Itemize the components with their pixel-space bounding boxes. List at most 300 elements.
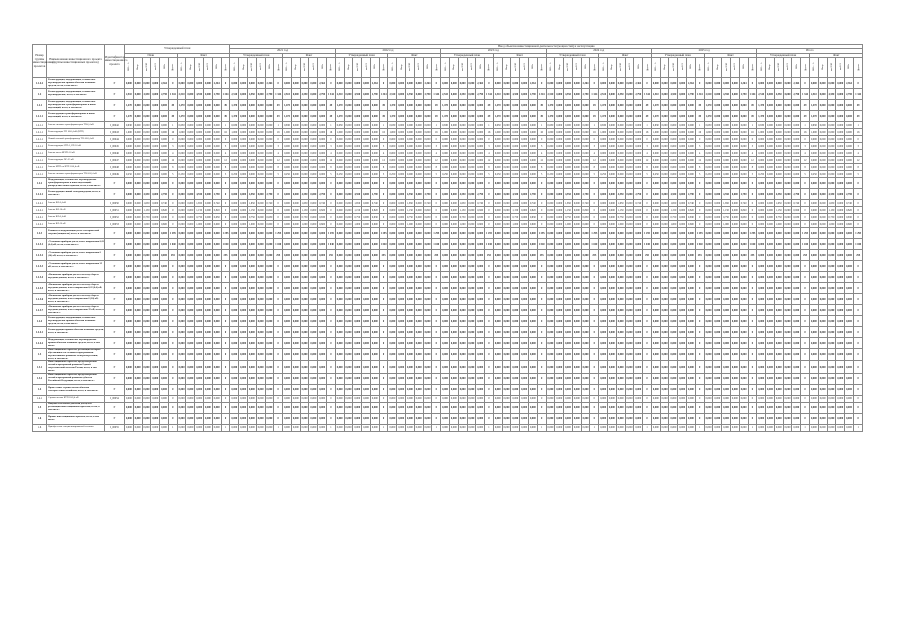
header-subcol [274, 58, 283, 78]
row-value: 0,000 [476, 228, 485, 239]
row-value: 0,000 [730, 361, 739, 373]
row-value: 0,000 [809, 261, 818, 272]
row-value: 12 [221, 157, 230, 164]
row-project-name: Реконструкция ПС-35 кВ [47, 157, 105, 164]
row-value: 0,250 [389, 172, 396, 176]
row-value: 12 [168, 157, 177, 164]
row-value: 0,000 [493, 261, 502, 272]
row-value: 0,000 [125, 402, 134, 413]
row-value: 0,820 [635, 208, 642, 212]
row-value: 1 344 [853, 89, 863, 100]
row-value: 0,000 [774, 178, 783, 189]
row-value: 0 [801, 261, 810, 272]
row-value: 0,000 [459, 426, 466, 430]
row-value: 0,000 [353, 261, 362, 272]
row-value: 0,000 [291, 327, 300, 338]
row-value: 0,000 [310, 397, 317, 401]
row-value: 0,000 [467, 89, 476, 100]
row-value: 0,000 [722, 402, 731, 413]
row-value: 0,000 [783, 402, 792, 413]
row-value: 0 [379, 221, 388, 228]
row-value: 0,000 [661, 165, 668, 169]
row-value: 1,650 [565, 201, 571, 205]
row-value: 0,000 [502, 261, 511, 272]
row-value: 0 [432, 200, 441, 207]
row-value: 0,820 [319, 208, 326, 212]
row-value: 0,000 [160, 349, 169, 361]
row-value: 0,000 [177, 283, 186, 294]
row-value: 1 [590, 424, 599, 431]
row-value: 0,000 [186, 413, 195, 424]
row-value: 0 [168, 78, 177, 89]
row-value: 0,000 [608, 239, 617, 250]
header-subcol [221, 58, 230, 78]
row-value: 2,790 [476, 189, 485, 200]
row-value: 0,000 [336, 137, 343, 141]
header-subcol-label: Мвар [768, 64, 772, 70]
row-value: 0,000 [370, 272, 379, 283]
header-subcol [423, 58, 432, 78]
row-value: 0,000 [371, 137, 378, 141]
row-value: 4,550 [669, 189, 678, 200]
row-value: 0,000 [608, 201, 615, 205]
row-value: 0,000 [178, 222, 185, 226]
row-value: 1 344 [432, 89, 441, 100]
row-value: 0,000 [257, 208, 264, 212]
row-value: 0,000 [414, 239, 423, 250]
row-value: 0 [168, 272, 177, 283]
row-value: 0,750 [196, 215, 203, 219]
row-value: 0,000 [292, 426, 299, 430]
row-value: 4,550 [564, 189, 573, 200]
row-value: 0,000 [353, 78, 362, 89]
row-value: 0 [643, 136, 652, 143]
row-value: 0 [221, 384, 230, 395]
row-value: 0,000 [363, 172, 369, 176]
row-value: 0 [695, 207, 704, 214]
row-value: 0,000 [687, 250, 696, 261]
row-value: 0,000 [520, 402, 529, 413]
row-value: 0,000 [740, 397, 747, 401]
row-value: 0,000 [450, 397, 457, 401]
row-value: 0,000 [714, 137, 721, 141]
row-value: 1,650 [354, 201, 361, 205]
row-value: 0,630 [846, 215, 852, 219]
row-value: 0,000 [626, 165, 633, 169]
row-value: 1,000 [494, 130, 501, 134]
header-subcol-label: км ЛЭП [408, 63, 412, 72]
row-value: 0,000 [634, 228, 643, 239]
header-subcol [634, 58, 643, 78]
header-subcol-label: Другое [645, 63, 649, 71]
row-project-id: Г [105, 178, 125, 189]
table-row [33, 214, 863, 221]
row-value: 0,000 [757, 327, 766, 338]
table-row [33, 78, 863, 89]
row-value: 0,000 [230, 349, 239, 361]
row-value: 0,000 [265, 413, 274, 424]
row-value: 1 295 [748, 228, 757, 239]
row-value: 0,000 [679, 426, 686, 430]
row-value: 4 [485, 150, 494, 157]
row-value: 0,000 [205, 201, 211, 205]
row-value: 0,000 [520, 111, 529, 122]
row-value: 0,000 [503, 397, 510, 401]
row-value: 0,000 [204, 261, 213, 272]
row-value: 0,000 [449, 327, 458, 338]
row-value: 0 [590, 200, 599, 207]
row-value: 4 [168, 150, 177, 157]
row-value: 0,000 [283, 305, 292, 316]
row-value: 0 [485, 214, 494, 221]
row-value: 1,150 [407, 208, 413, 212]
row-number: 1.2.3.5 [33, 283, 47, 294]
row-value: 0,000 [678, 305, 687, 316]
header-subcol-label: км ЛЭП [724, 63, 728, 72]
row-value: 0,000 [565, 144, 571, 148]
row-value: 49 [748, 100, 757, 111]
row-value: 0,000 [599, 250, 608, 261]
row-value: 0,000 [476, 384, 485, 395]
row-value: 0,000 [240, 397, 246, 401]
row-value: 1,000 [178, 130, 185, 134]
row-value: 0,000 [767, 222, 773, 226]
row-value: 0,750 [775, 215, 782, 219]
row-value: 0,000 [283, 384, 292, 395]
row-value: 0,000 [142, 283, 151, 294]
row-value: 0,000 [493, 283, 502, 294]
row-value: 0,000 [713, 349, 722, 361]
row-value: 16 [801, 129, 810, 136]
row-value: 0,000 [600, 208, 607, 212]
row-value: 0,000 [572, 261, 581, 272]
row-value: 0,000 [494, 397, 501, 401]
row-value: 0,000 [766, 316, 775, 327]
row-value: 0,000 [774, 402, 783, 413]
row-value: 0,000 [818, 361, 827, 373]
row-value: 0 [801, 178, 810, 189]
row-value: 1 [801, 122, 810, 129]
row-value: 0,000 [476, 100, 485, 111]
row-value: 0,000 [458, 100, 467, 111]
row-value: 0,000 [336, 426, 343, 430]
row-value: 0,820 [266, 208, 273, 212]
row-value: 0,000 [449, 89, 458, 100]
row-value: 0 [168, 200, 177, 207]
row-value: 0,000 [318, 316, 327, 327]
row-value: 0,000 [713, 283, 722, 294]
row-value: 0,000 [678, 349, 687, 361]
row-value: 12 [801, 157, 810, 164]
row-value: 0,000 [546, 228, 555, 239]
row-value: 0,000 [688, 426, 694, 430]
row-value: 0,000 [450, 426, 457, 430]
row-value: 0,000 [196, 123, 203, 127]
row-value: 0,000 [247, 384, 256, 395]
row-value: 0,000 [196, 397, 203, 401]
row-value: 1,470 [546, 111, 555, 122]
row-value: 0,000 [502, 402, 511, 413]
row-value: 2,790 [370, 189, 379, 200]
row-value: 0,000 [625, 111, 634, 122]
row-value: 0,000 [555, 384, 564, 395]
row-value: 0,000 [511, 305, 520, 316]
row-value: 0,000 [389, 222, 396, 226]
row-value: 0,000 [846, 144, 852, 148]
row-value: 0,000 [775, 151, 782, 155]
row-value: 49 [379, 111, 388, 122]
row-value: 0,000 [424, 123, 431, 127]
row-value: 0,000 [818, 349, 827, 361]
row-value: 0,000 [810, 201, 817, 205]
row-value: 1 [643, 122, 652, 129]
row-value: 0,000 [493, 373, 502, 384]
row-value: 0,000 [635, 158, 642, 162]
row-value: 0,000 [739, 228, 748, 239]
row-value: 0,000 [836, 250, 845, 261]
row-value: 0,000 [257, 130, 264, 134]
row-value: 0,000 [212, 100, 221, 111]
row-value: 3 [590, 143, 599, 150]
row-value: 0,000 [784, 144, 791, 148]
row-value: 0,000 [572, 189, 581, 200]
row-value: 0,000 [407, 172, 413, 176]
row-number: 1.6 [33, 413, 47, 424]
row-value: 0,740 [846, 201, 852, 205]
row-value: 0,000 [362, 316, 371, 327]
row-value: 0,000 [292, 123, 299, 127]
row-value: 0 [327, 361, 336, 373]
row-value: 0,000 [265, 100, 274, 111]
row-value: 0,000 [730, 327, 739, 338]
row-value: 0,000 [449, 294, 458, 305]
row-value: 0,000 [301, 158, 308, 162]
row-value: 0,000 [389, 165, 396, 169]
row-value: 0,000 [318, 327, 327, 338]
row-value: 0 [485, 349, 494, 361]
header-subcol-label: Другое [487, 63, 491, 71]
row-value: 0,000 [722, 413, 731, 424]
row-value: 0,000 [739, 261, 748, 272]
row-value: 0,000 [555, 89, 564, 100]
row-value: 0 [853, 413, 863, 424]
row-value: 0,000 [310, 222, 317, 226]
row-value: 0 [274, 189, 283, 200]
row-project-name: Замена МТП на КТП 10/0,4 кВ [47, 164, 105, 171]
row-value: 0 [168, 338, 177, 349]
row-value: 0,000 [256, 78, 265, 89]
row-value: 0 [748, 327, 757, 338]
row-value: 0,000 [547, 426, 554, 430]
row-value: 0,000 [704, 373, 713, 384]
row-value: 0,000 [670, 137, 677, 141]
row-value: 0,000 [565, 158, 571, 162]
row-value: 0,000 [212, 327, 221, 338]
header-subcol-label: Другое [276, 63, 280, 71]
row-value: 0,000 [529, 158, 536, 162]
row-value: 0,000 [363, 215, 369, 219]
row-value: 0,000 [669, 228, 678, 239]
row-value: 0,000 [398, 201, 405, 205]
row-value: 1,150 [512, 208, 519, 212]
header-year: 2021 год [230, 49, 335, 53]
row-value: 0,000 [582, 151, 589, 155]
row-number: 1.5 [33, 402, 47, 413]
row-value: 0,000 [783, 250, 792, 261]
row-value: 0,000 [230, 305, 239, 316]
row-value: 0,000 [581, 316, 590, 327]
row-value: 0 [853, 283, 863, 294]
row-value: 4 [537, 150, 546, 157]
row-value: 0,000 [793, 137, 800, 141]
header-subcol-label: МВт [267, 64, 271, 70]
row-value: 5 [485, 171, 494, 178]
row-value: 0,000 [679, 123, 686, 127]
row-value: 0,000 [450, 158, 457, 162]
row-value: 5 [327, 171, 336, 178]
row-value: 0,000 [774, 283, 783, 294]
row-value: 0,000 [247, 349, 256, 361]
row-value: 1 295 [590, 228, 599, 239]
row-value: 0,000 [818, 89, 827, 100]
row-value: 0,000 [142, 250, 151, 261]
row-value: 0 [221, 316, 230, 327]
row-value: 0,000 [397, 373, 406, 384]
row-value: 0,000 [722, 361, 731, 373]
row-value: 0,000 [292, 158, 299, 162]
row-value: 0,000 [528, 283, 537, 294]
row-value: 0,000 [512, 397, 519, 401]
row-value: 0,000 [661, 397, 668, 401]
row-value: 0,000 [783, 111, 792, 122]
row-value: 0,000 [370, 384, 379, 395]
row-value: 0,000 [247, 239, 256, 250]
row-value: 0 [695, 78, 704, 89]
row-value: 0,000 [458, 261, 467, 272]
row-value: 0,000 [151, 384, 160, 395]
row-value: 0 [379, 402, 388, 413]
row-value: 0,000 [651, 402, 660, 413]
row-value: 0,000 [670, 426, 677, 430]
row-value: 0,000 [142, 305, 151, 316]
row-value: 0,000 [205, 172, 211, 176]
row-value: 0,000 [581, 338, 590, 349]
row-value: 0,000 [414, 111, 423, 122]
row-value: 0 [168, 283, 177, 294]
row-value: 0,000 [345, 151, 352, 155]
row-value: 1,470 [388, 100, 397, 111]
row-value: 0,000 [546, 178, 555, 189]
row-value: 0,000 [450, 144, 457, 148]
row-value: 1,000 [775, 222, 782, 226]
row-value: 0,000 [521, 397, 527, 401]
row-value: 0,000 [511, 316, 520, 327]
row-value: 0 [432, 305, 441, 316]
row-value: 0 [432, 349, 441, 361]
row-value: 0,000 [335, 283, 344, 294]
row-value: 0 [432, 373, 441, 384]
row-value: 0 [274, 272, 283, 283]
row-value: 0,000 [196, 172, 203, 176]
row-value: 0 [801, 207, 810, 214]
row-value: 0,000 [423, 316, 432, 327]
row-value: 0,000 [407, 426, 413, 430]
row-value: 0 [801, 361, 810, 373]
header-subcol-label: км ЛЭП [144, 63, 148, 72]
row-value: 0,000 [739, 361, 748, 373]
row-value: 0 [853, 338, 863, 349]
row-value: 0,000 [423, 349, 432, 361]
row-value: 0,000 [424, 137, 431, 141]
row-value: 4,550 [406, 89, 415, 100]
table-row [33, 413, 863, 424]
row-value: 0,000 [300, 384, 309, 395]
row-value: 0,000 [687, 294, 696, 305]
row-value: 2,790 [265, 189, 274, 200]
row-value: 0,000 [678, 261, 687, 272]
row-value: 0 [432, 338, 441, 349]
row-value: 1 040 [274, 239, 283, 250]
row-value: 0,000 [177, 413, 186, 424]
row-value: 0,000 [713, 178, 722, 189]
row-value: 0,000 [468, 130, 475, 134]
row-value: 0,630 [284, 123, 290, 127]
row-value: 4,550 [458, 189, 467, 200]
header-group-num: Номер группы инвестиционных проектов [33, 45, 47, 78]
row-value: 0,000 [793, 172, 800, 176]
row-value: 0 [274, 349, 283, 361]
row-value: 0,000 [555, 261, 564, 272]
row-value: 0,000 [458, 338, 467, 349]
row-value: 0,000 [740, 158, 747, 162]
row-value: 0,000 [819, 151, 826, 155]
row-value: 0,000 [616, 228, 625, 239]
row-value: 0,000 [133, 316, 142, 327]
row-value: 0,000 [142, 384, 151, 395]
row-value: 0,000 [687, 272, 696, 283]
row-project-id: Г [105, 283, 125, 294]
row-value: 4 [590, 150, 599, 157]
row-value: 1,000 [231, 130, 238, 134]
row-value: 0,000 [213, 397, 220, 401]
row-value: 0,000 [195, 283, 204, 294]
row-value: 0,000 [309, 261, 318, 272]
row-value: 0,000 [423, 402, 432, 413]
row-value: 0,000 [661, 123, 668, 127]
row-value: 0,000 [239, 89, 248, 100]
row-value: 1 040 [432, 239, 441, 250]
row-value: 0 [432, 361, 441, 373]
row-value: 0 [853, 272, 863, 283]
row-value: 0,000 [389, 426, 396, 430]
row-value: 0,000 [827, 239, 836, 250]
row-value: 0,000 [371, 172, 378, 176]
row-value: 0,000 [722, 250, 731, 261]
row-value: 0,000 [467, 272, 476, 283]
row-value: 0,000 [818, 261, 827, 272]
row-value: 0,000 [467, 316, 476, 327]
row-value: 0,000 [731, 426, 738, 430]
row-value: 0,000 [827, 361, 836, 373]
row-value: 0,000 [679, 158, 686, 162]
row-value: 0,000 [204, 384, 213, 395]
row-value: 0,000 [845, 361, 854, 373]
row-value: 0,000 [652, 137, 659, 141]
row-value: 0,000 [468, 144, 475, 148]
row-value: 0,750 [301, 215, 308, 219]
row-value: 0,000 [187, 208, 194, 212]
row-value: 0,000 [196, 158, 203, 162]
